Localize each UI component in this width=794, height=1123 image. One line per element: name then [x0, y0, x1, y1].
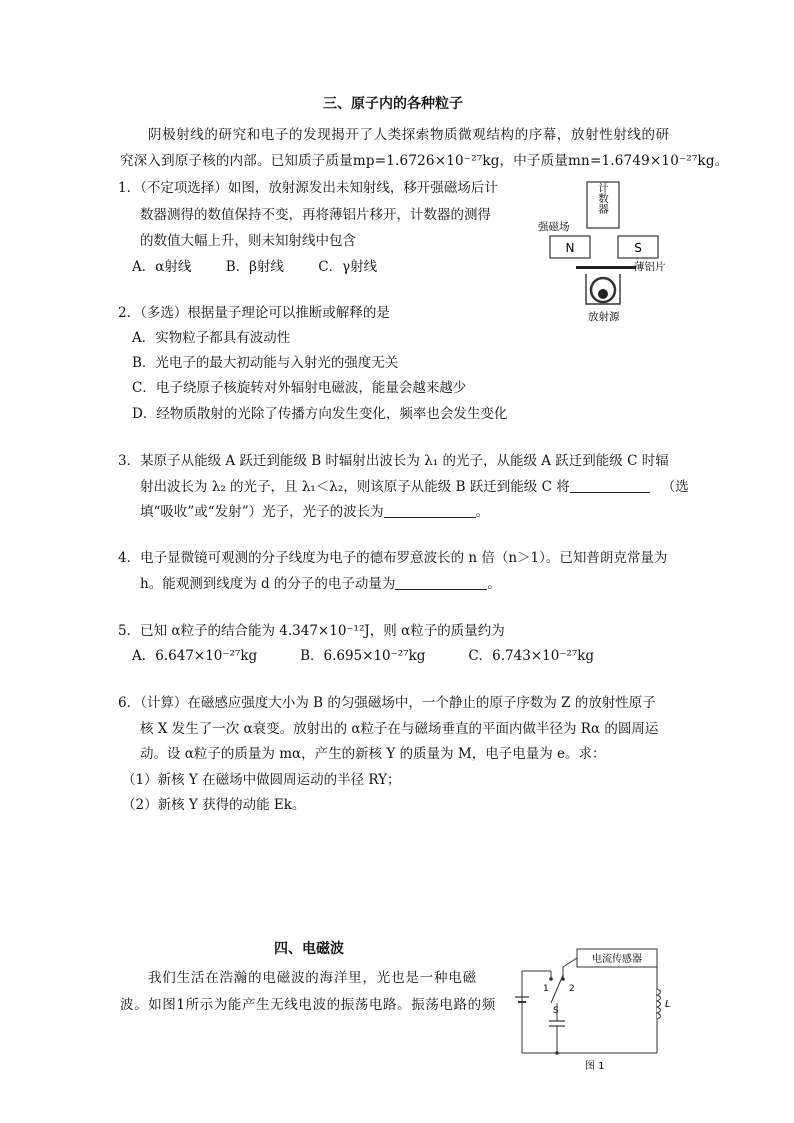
current-sensor-label: 电流传感器	[592, 954, 642, 965]
switch-contact-1	[549, 977, 553, 981]
aluminum-foil	[576, 266, 636, 269]
oscillating-circuit-figure	[505, 945, 675, 1075]
source-label: 放射源	[588, 311, 620, 323]
q1-options: A．α射线 B．β射线 C．γ射线	[132, 259, 378, 275]
wire-segment	[563, 958, 577, 967]
radiation-apparatus-figure	[530, 178, 680, 323]
section-4-intro-line-1: 我们生活在浩瀚的电磁波的海洋里，光也是一种电磁	[148, 970, 477, 986]
q4-blank[interactable]	[395, 575, 487, 590]
section-4-title: 四、电磁波	[274, 941, 344, 957]
counter-label: 计数器	[597, 182, 609, 214]
inductor-coil	[657, 989, 661, 1019]
q3-line-2-tail: （选	[661, 479, 689, 495]
q3-line-1: 3．某原子从能级 A 跃迁到能级 B 时辐射出波长为 λ₁ 的光子，从能级 A 跃迁到能级 C 时辐	[118, 453, 669, 469]
inductor-label: L	[665, 999, 671, 1010]
q3-line-2-text: 射出波长为 λ₂ 的光子，且 λ₁＜λ₂，则该原子从能级 B 跃迁到能级 C 将	[140, 479, 570, 495]
wire-junction	[555, 1051, 559, 1055]
q2-option-c: C．电子绕原子核旋转对外辐射电磁波，能量会越来越少	[132, 380, 467, 396]
section-4-intro-line-2: 波。如图1所示为能产生无线电波的振荡电路。振荡电路的频	[120, 997, 496, 1013]
q6-line-3: 动。设 α粒子的质量为 mα，产生的新核 Y 的质量为 M，电子电量为 e。求：	[140, 746, 606, 762]
q4-line-1: 4．电子显微镜可观测的分子线度为电子的德布罗意波长的 n 倍（n＞1）。已知普朗克常量为	[118, 550, 668, 566]
q6-sub-2: （2）新核 Y 获得的动能 Ek。	[122, 797, 306, 813]
switch-blade	[551, 975, 563, 1003]
switch-contact-2	[561, 977, 565, 981]
q1-line-1: 1．（不定项选择）如图，放射源发出未知射线，移开强磁场后计	[118, 180, 498, 196]
q4-line-2	[140, 572, 501, 592]
switch-label: S	[553, 1006, 559, 1016]
foil-label: 薄铝片	[634, 261, 666, 273]
q3-line-3	[140, 500, 489, 520]
q2-option-b: B．光电子的最大初动能与入射光的强度无关	[132, 355, 399, 371]
section-3-intro-line-1: 阴极射线的研究和电子的发现揭开了人类探索物质微观结构的序幕，放射性射线的研	[148, 127, 670, 143]
figure-1-caption: 图 1	[585, 1061, 605, 1072]
q6-line-1: 6．（计算）在磁感应强度大小为 B 的匀强磁场中，一个静止的原子序数为 Z 的放射性原子	[118, 695, 656, 711]
q2-option-d: D．经物质散射的光除了传播方向发生变化，频率也会发生变化	[132, 406, 508, 422]
q2-option-a: A．实物粒子都具有波动性	[132, 330, 291, 346]
source-core	[598, 289, 608, 299]
q6-sub-1: （1）新核 Y 在磁场中做圆周运动的半径 RY；	[122, 772, 401, 788]
q3-line-2	[140, 475, 689, 495]
q4-line-2-text: h。能观测到线度为 d 的分子的电子动量为	[140, 576, 396, 592]
n-pole-label: N	[565, 241, 575, 255]
q5-stem: 5．已知 α粒子的结合能为 4.347×10⁻¹²J，则 α粒子的质量约为	[118, 623, 505, 639]
section-3-intro-line-2: 究深入到原子核的内部。已知质子质量mp=1.6726×10⁻²⁷kg，中子质量mn=1.6749×10⁻²⁷kg。	[120, 153, 729, 169]
q2-stem: 2．（多选）根据量子理论可以推断或解释的是	[118, 305, 390, 321]
section-3-title: 三、原子内的各种粒子	[323, 96, 463, 112]
q3-blank-2[interactable]	[384, 503, 476, 518]
q3-line-3-tail: 。	[475, 504, 490, 520]
q1-line-3: 的数值大幅上升，则未知射线中包含	[140, 233, 356, 249]
q4-line-2-tail: 。	[487, 576, 501, 592]
switch-terminal-2: 2	[569, 984, 575, 994]
q1-line-2: 数器测得的数值保持不变，再将薄铝片移开，计数器的测得	[140, 207, 491, 223]
q6-line-2: 核 X 发生了一次 α衰变。放射出的 α粒子在与磁场垂直的平面内做半径为 Rα 的圆周运	[140, 721, 659, 737]
field-label: 强磁场	[538, 221, 570, 233]
switch-terminal-1: 1	[543, 984, 549, 994]
q3-blank-1[interactable]	[570, 478, 650, 493]
q5-options: A．6.647×10⁻²⁷kg B．6.695×10⁻²⁷kg C．6.743×10⁻²⁷kg	[132, 648, 595, 664]
s-pole-label: S	[634, 241, 642, 255]
q3-line-3-text: 填“吸收”或“发射”）光子，光子的波长为	[140, 504, 384, 520]
